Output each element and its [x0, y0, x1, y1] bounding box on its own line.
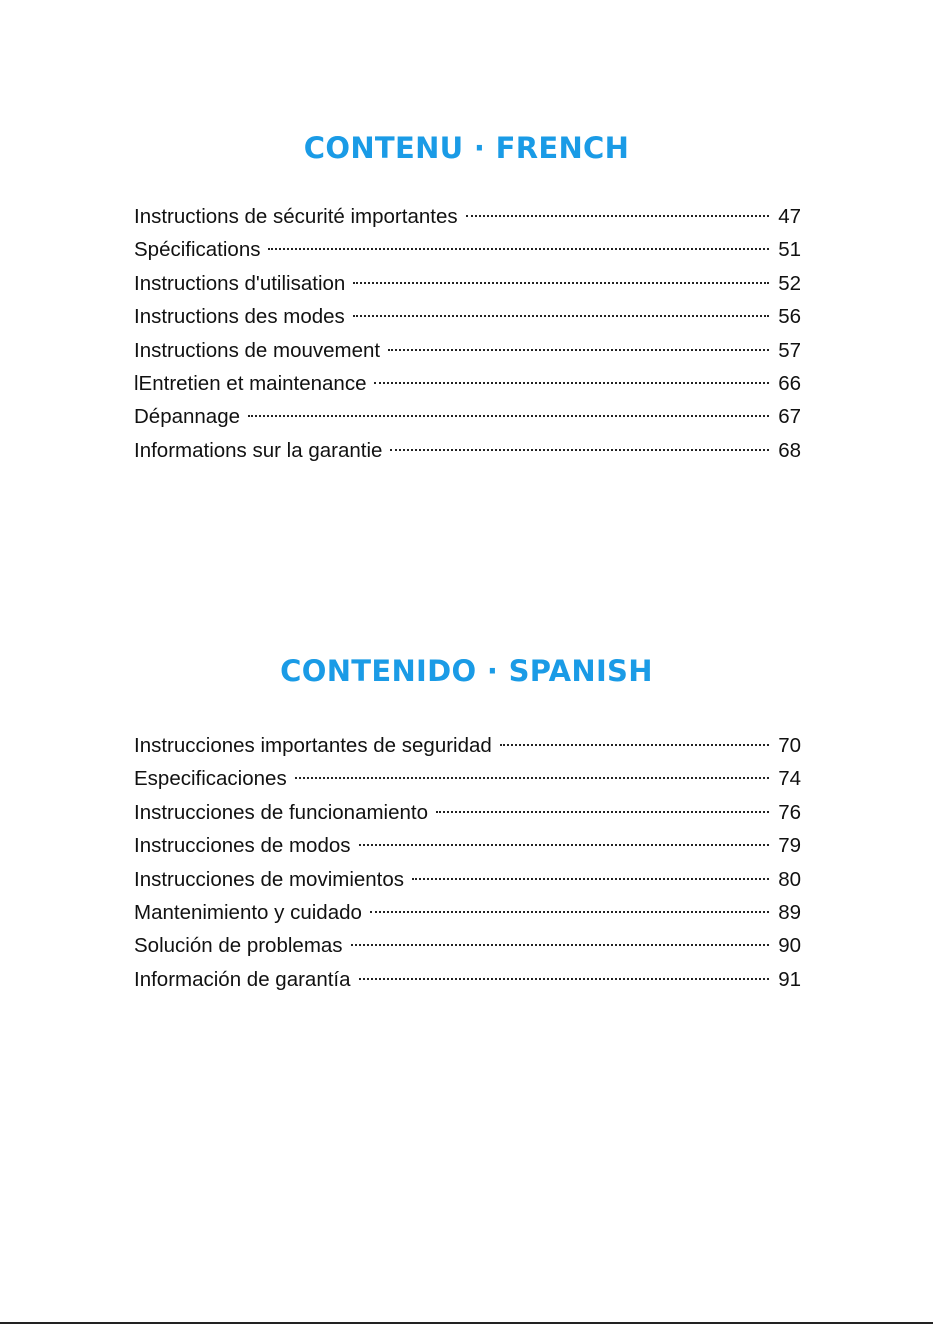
toc-entry-label: Instrucciones de modos	[134, 834, 351, 858]
toc-entry[interactable]	[134, 929, 801, 962]
dot-leader	[359, 978, 769, 980]
toc-entry-page: 89	[778, 900, 801, 924]
dot-leader	[390, 449, 769, 451]
toc-entry-page: 47	[778, 205, 801, 228]
toc-entry-label: Instructions des modes	[134, 305, 345, 329]
toc-entry[interactable]	[134, 367, 801, 400]
dot-leader	[436, 811, 769, 813]
toc-entry-page: 76	[778, 800, 801, 824]
dot-leader	[500, 744, 769, 746]
toc-section-spanish	[0, 651, 933, 991]
toc-entry[interactable]	[134, 400, 801, 433]
toc-entry-label: Instrucciones de movimientos	[134, 867, 405, 891]
toc-entry-label: lEntretien et maintenance	[134, 371, 367, 395]
toc-entry-page: 57	[778, 338, 801, 362]
dot-leader	[359, 844, 769, 846]
toc-entry-page: 91	[778, 967, 801, 991]
toc-entry[interactable]	[134, 896, 801, 929]
toc-heading-french: CONTENU · FRENCH	[303, 131, 630, 165]
toc-entry[interactable]	[134, 267, 801, 300]
toc-entry-label: Instructions d'utilisation	[134, 271, 346, 295]
dot-leader	[268, 248, 769, 250]
toc-entry[interactable]	[134, 729, 801, 762]
toc-list-french	[134, 200, 801, 467]
toc-entry-label: Mantenimiento y cuidado	[134, 900, 362, 924]
toc-entry-label: Informations sur la garantie	[134, 438, 383, 462]
toc-entry-page: 56	[778, 305, 801, 329]
toc-entry[interactable]	[134, 434, 801, 467]
toc-entry-label: Instrucciones de funcionamiento	[134, 800, 429, 824]
toc-entry-label: Instructions de sécurité importantes	[134, 205, 458, 228]
toc-entry-page: 70	[778, 734, 801, 757]
toc-entry[interactable]	[134, 762, 801, 795]
toc-entry-label: Especificaciones	[134, 767, 287, 791]
toc-entry-label: Información de garantía	[134, 967, 351, 991]
toc-entry-label: Instrucciones importantes de seguridad	[134, 734, 492, 757]
toc-entry[interactable]	[134, 796, 801, 829]
toc-list-spanish	[134, 729, 801, 996]
toc-entry[interactable]	[134, 300, 801, 333]
toc-entry[interactable]	[134, 829, 801, 862]
toc-entry[interactable]	[134, 200, 801, 233]
dot-leader	[351, 944, 769, 946]
toc-heading-spanish: CONTENIDO · SPANISH	[280, 654, 653, 688]
toc-entry-page: 52	[778, 271, 801, 295]
toc-section-french	[0, 128, 933, 462]
dot-leader	[248, 415, 769, 417]
toc-entry[interactable]	[134, 963, 801, 996]
dot-leader	[374, 382, 769, 384]
dot-leader	[353, 315, 769, 317]
toc-entry-label: Instructions de mouvement	[134, 338, 381, 362]
dot-leader	[466, 215, 769, 217]
toc-entry-page: 67	[778, 405, 801, 429]
toc-entry[interactable]	[134, 334, 801, 367]
toc-entry-label: Dépannage	[134, 405, 241, 429]
dot-leader	[353, 282, 769, 284]
dot-leader	[412, 878, 769, 880]
toc-entry-page: 51	[778, 238, 801, 262]
toc-entry-label: Spécifications	[134, 238, 261, 262]
dot-leader	[370, 911, 769, 913]
dot-leader	[388, 349, 769, 351]
toc-entry-label: Solución de problemas	[134, 934, 343, 958]
toc-entry-page: 79	[778, 834, 801, 858]
toc-entry-page: 80	[778, 867, 801, 891]
toc-entry[interactable]	[134, 863, 801, 896]
toc-entry-page: 74	[778, 767, 801, 791]
toc-entry-page: 68	[778, 438, 801, 462]
dot-leader	[295, 777, 769, 779]
toc-entry[interactable]	[134, 233, 801, 266]
toc-entry-page: 90	[778, 934, 801, 958]
toc-entry-page: 66	[778, 371, 801, 395]
